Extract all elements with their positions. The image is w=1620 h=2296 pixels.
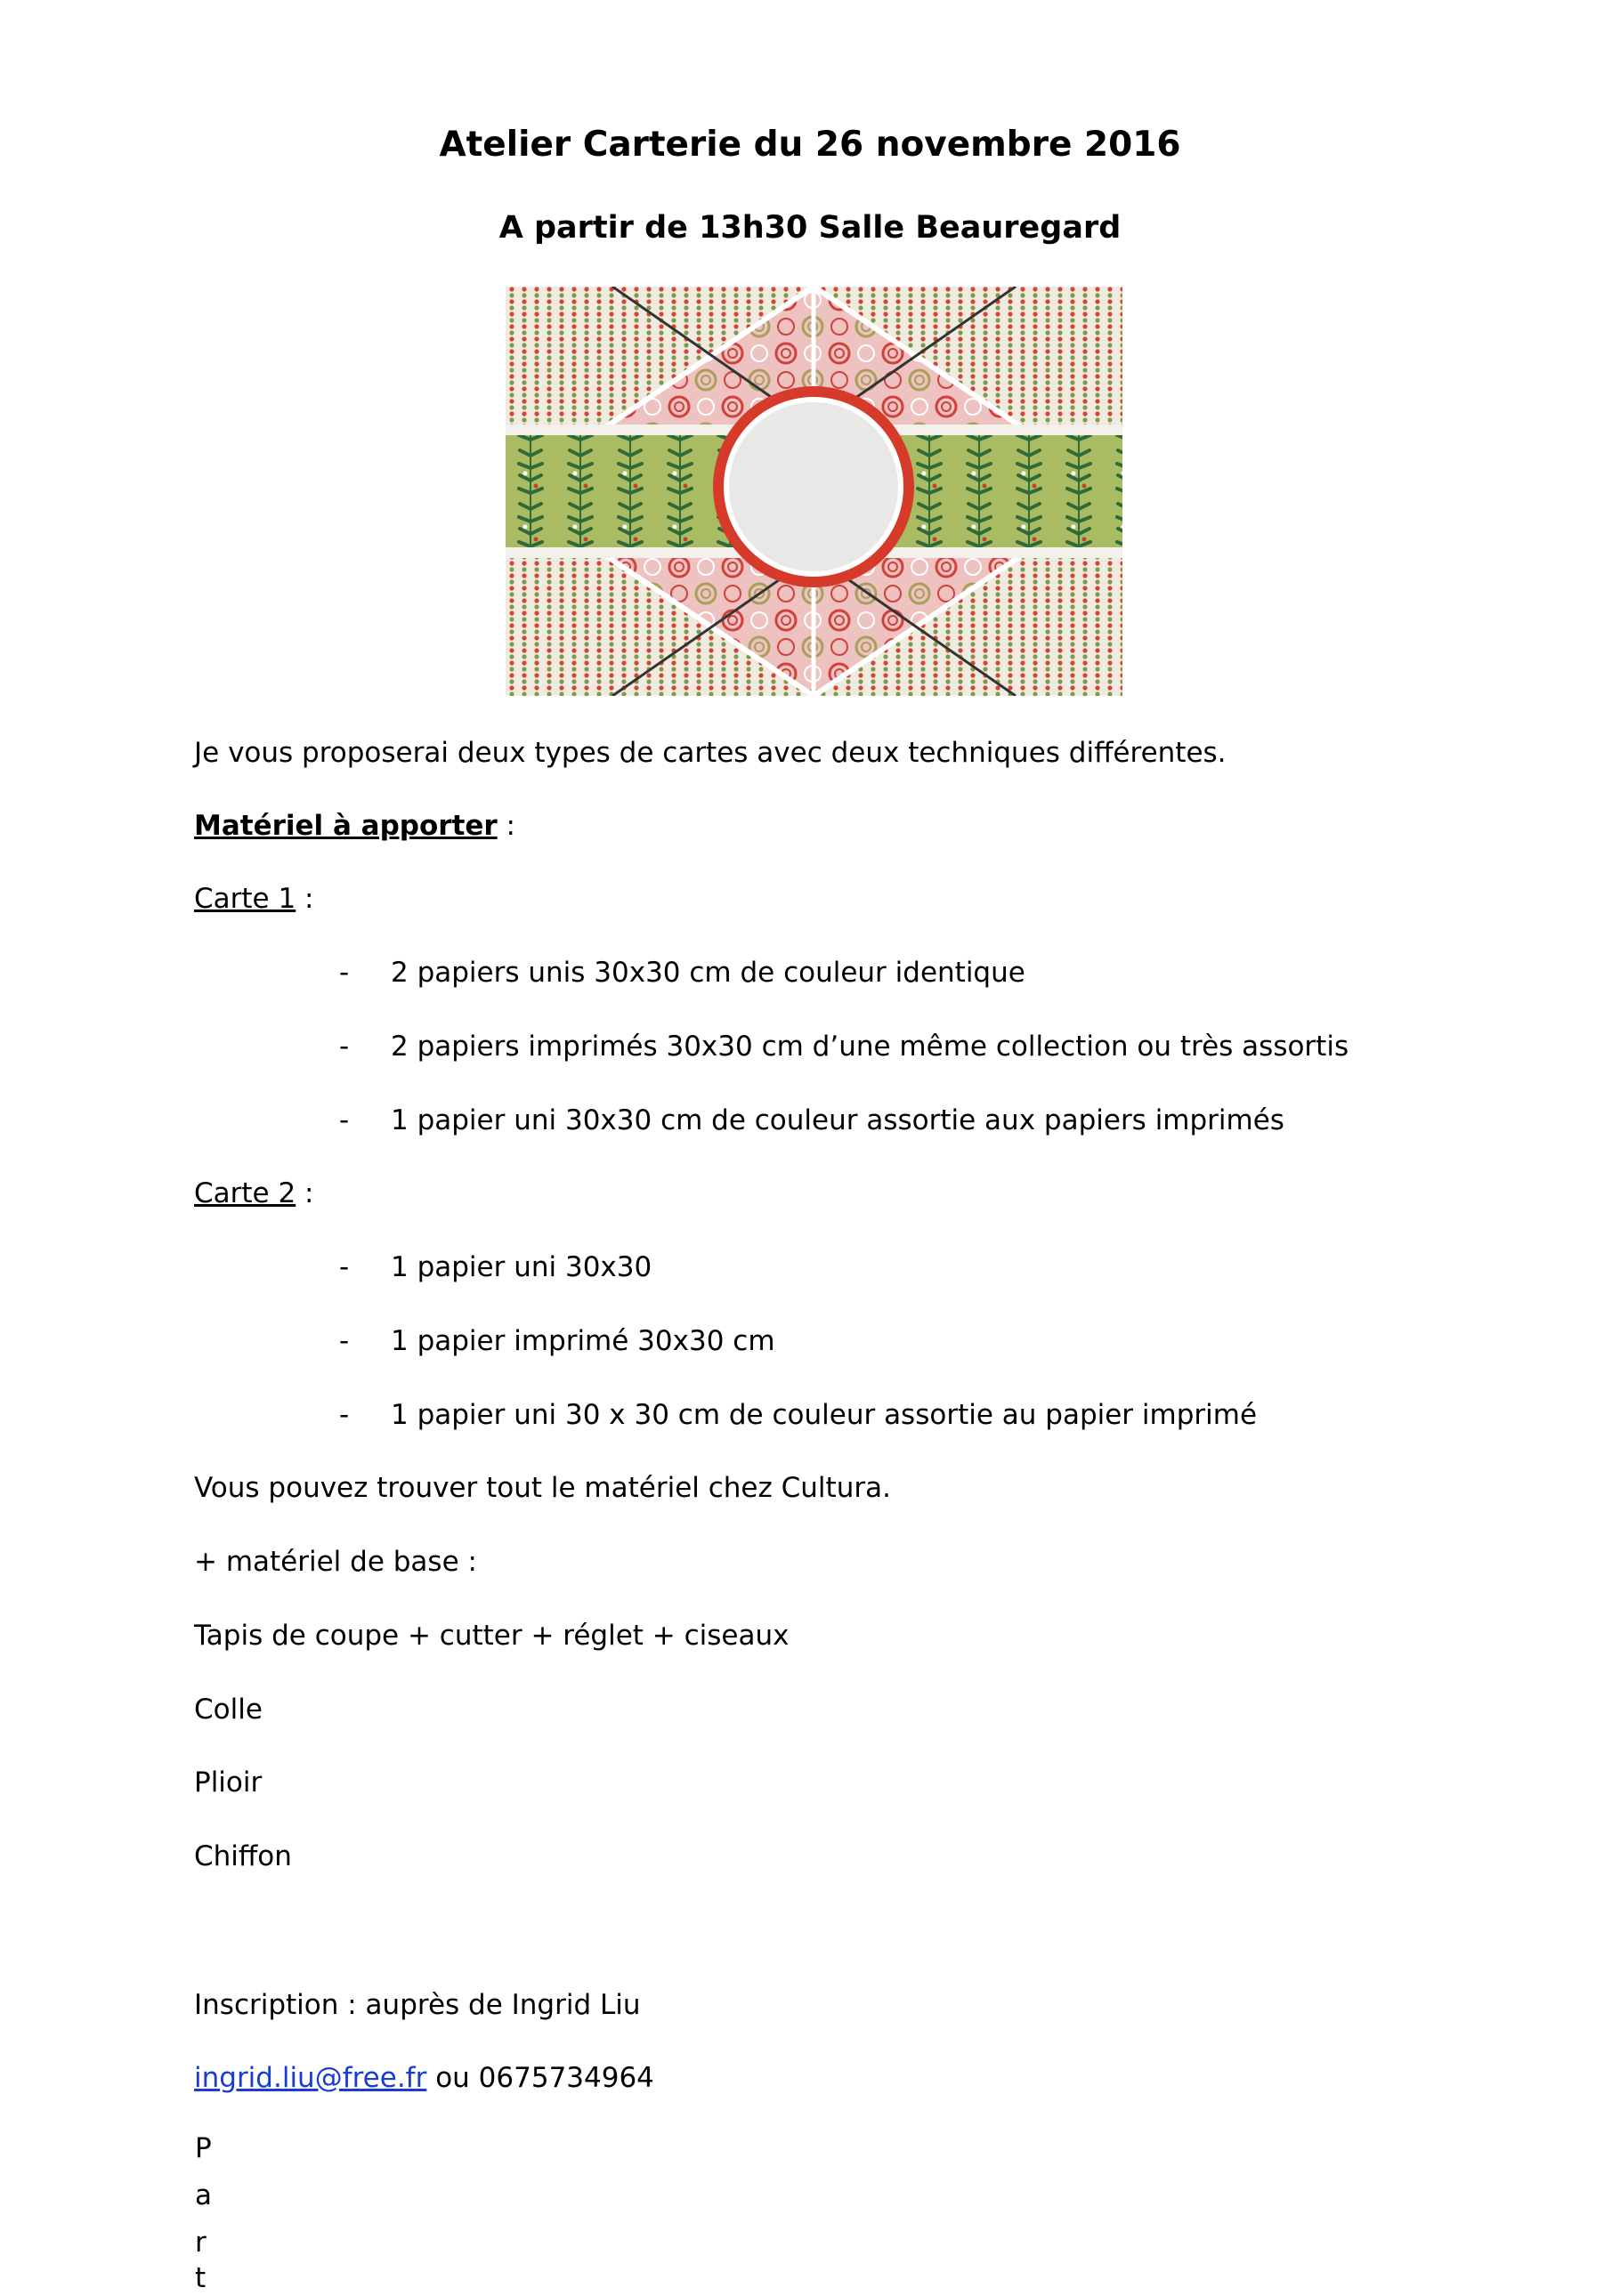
list-dash: - (339, 1251, 350, 1283)
carte2-item: 1 papier imprimé 30x30 cm (391, 1325, 775, 1357)
materiel-heading-line (194, 808, 515, 844)
carte1-item: 2 papiers imprimés 30x30 cm d’une même collection ou très assortis (391, 1031, 1349, 1063)
heading-colon: : (296, 883, 314, 915)
list-dash: - (339, 1325, 350, 1357)
base-heading: + matériel de base : (194, 1546, 477, 1578)
carte1-item: 1 papier uni 30x30 cm de couleur assortie aux papiers imprimés (391, 1104, 1284, 1136)
email-link[interactable]: ingrid.liu@free.fr (194, 2062, 427, 2094)
intro-text: Je vous proposerai deux types de cartes avec deux techniques différentes. (194, 737, 1227, 769)
phone-number: 0675734964 (478, 2062, 654, 2094)
vertical-letter: t (195, 2262, 207, 2294)
carte2-item: 1 papier uni 30x30 (391, 1251, 652, 1283)
carte1-heading-line (194, 881, 314, 917)
heading-colon: : (296, 1177, 314, 1209)
base-item: Colle (194, 1694, 263, 1726)
list-dash: - (339, 1399, 350, 1431)
carte2-heading: Carte 2 (194, 1177, 296, 1209)
document-subtitle: A partir de 13h30 Salle Beauregard (498, 210, 1122, 246)
contact-line (194, 2060, 654, 2096)
cultura-text: Vous pouvez trouver tout le matériel chez Cultura. (194, 1472, 891, 1504)
carte1-item: 2 papiers unis 30x30 cm de couleur identique (391, 957, 1025, 989)
materiel-heading: Matériel à apporter (194, 810, 498, 842)
list-dash: - (339, 957, 350, 989)
heading-colon: : (497, 810, 516, 842)
inscription-text: Inscription : auprès de Ingrid Liu (194, 1989, 641, 2021)
vertical-letter: a (195, 2179, 212, 2211)
carte1-heading: Carte 1 (194, 883, 296, 915)
base-item: Tapis de coupe + cutter + réglet + ciseaux (194, 1620, 790, 1652)
contact-separator: ou (426, 2062, 479, 2094)
list-dash: - (339, 1104, 350, 1136)
base-item: Chiffon (194, 1840, 292, 1872)
vertical-letter: r (195, 2227, 207, 2259)
carte2-item: 1 papier uni 30 x 30 cm de couleur assortie au papier imprimé (391, 1399, 1258, 1431)
base-item: Plioir (194, 1766, 263, 1799)
document-title: Atelier Carterie du 26 novembre 2016 (439, 125, 1181, 165)
vertical-letter: P (195, 2132, 212, 2164)
list-dash: - (339, 1031, 350, 1063)
carte2-heading-line (194, 1176, 314, 1211)
card-photo (506, 287, 1122, 696)
